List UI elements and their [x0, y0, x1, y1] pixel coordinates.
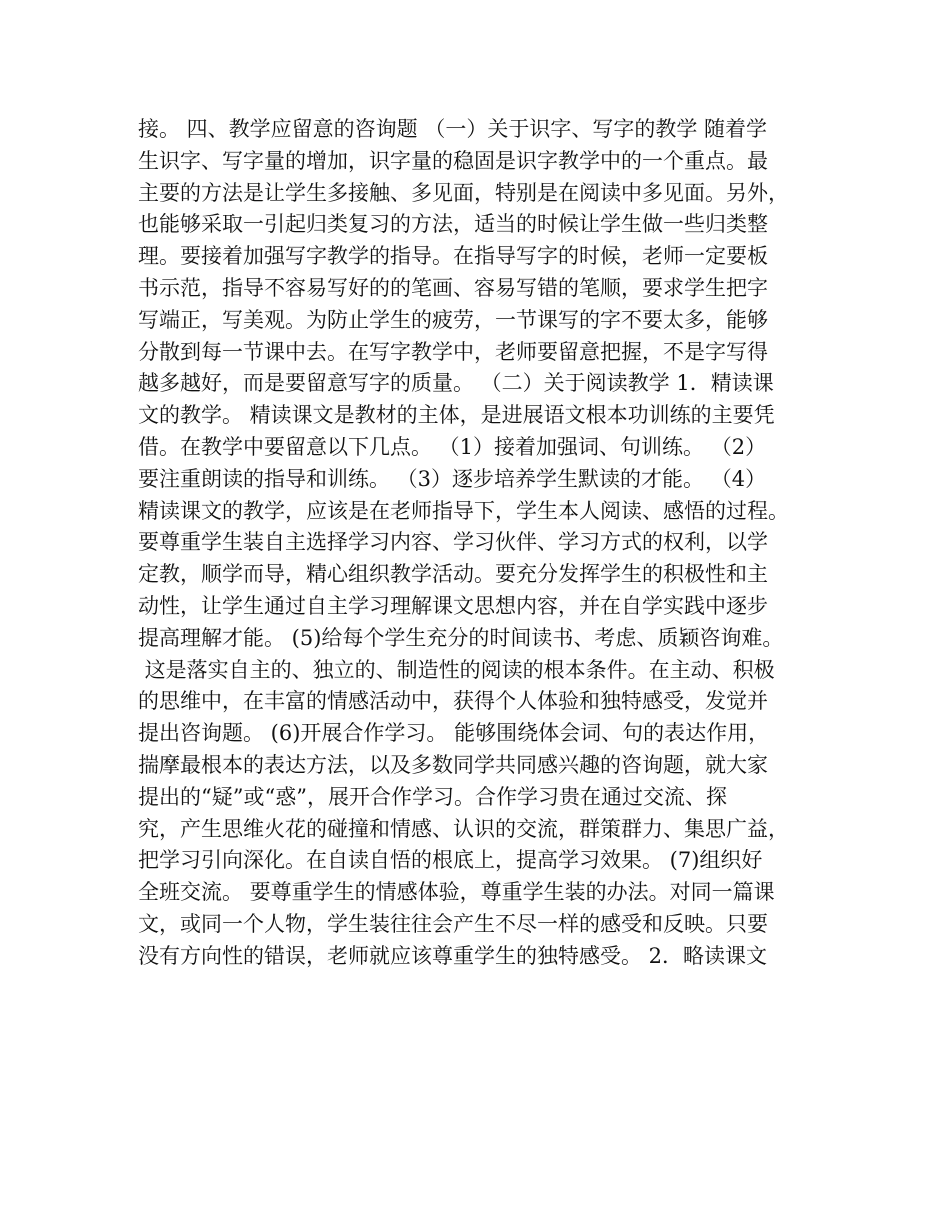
text-line: 提出咨询题。 (6)开展合作学习。 能够围绕体会词、句的表达作用， — [138, 721, 770, 746]
text-line: 要注重朗读的指导和训练。 （3）逐步培养学生默读的才能。 （4） — [138, 466, 767, 491]
text-line: 文的教学。 精读课文是教材的主体，是进展语文根本功训练的主要凭 — [138, 403, 775, 428]
text-line: 文，或同一个人物，学生装往往会产生不尽一样的感受和反映。只要 — [138, 911, 768, 936]
text-line: 也能够采取一引起归类复习的方法，适当的时候让学生做一些归类整 — [138, 212, 768, 237]
text-line: 主要的方法是让学生多接触、多见面，特别是在阅读中多见面。另外， — [138, 180, 789, 205]
text-line: 究，产生思维火花的碰撞和情感、认识的交流，群策群力、集思广益， — [138, 816, 789, 841]
text-line: 揣摩最根本的表达方法，以及多数同学共同感兴趣的咨询题，就大家 — [138, 752, 768, 777]
text-line: 理。要接着加强写字教学的指导。在指导写字的时候，老师一定要板 — [138, 244, 768, 269]
text-line: 这是落实自主的、独立的、制造性的阅读的根本条件。在主动、积极 — [138, 657, 775, 682]
text-line: 写端正，写美观。为防止学生的疲劳，一节课写的字不要太多，能够 — [138, 307, 768, 332]
text-line: 接。 四、教学应留意的咨询题 （一）关于识字、写字的教学 随着学 — [138, 117, 768, 141]
text-line: 书示范，指导不容易写好的的笔画、容易写错的笔顺，要求学生把字 — [138, 275, 768, 300]
text-line: 生识字、写字量的增加，识字量的稳固是识字教学中的一个重点。最 — [138, 148, 768, 173]
text-line: 的思维中，在丰富的情感活动中，获得个人体验和独特感受，发觉并 — [138, 689, 768, 714]
text-line: 定教，顺学而导，精心组织教学活动。要充分发挥学生的积极性和主 — [138, 562, 768, 587]
text-line: 借。在教学中要留意以下几点。 （1）接着加强词、句训练。 （2） — [138, 434, 767, 459]
text-line: 把学习引向深化。在自读自悟的根底上，提高学习效果。 (7)组织好 — [138, 848, 763, 873]
text-line: 提出的“疑”或“惑”，展开合作学习。合作学习贵在通过交流、探 — [138, 784, 727, 809]
text-line: 越多越好，而是要留意写字的质量。 （二）关于阅读教学 1．精读课 — [138, 371, 774, 396]
text-line: 提高理解才能。 (5)给每个学生充分的时间读书、考虑、质颖咨询难。 — [138, 625, 784, 650]
text-line: 要尊重学生装自主选择学习内容、学习伙伴、学习方式的权利，以学 — [138, 530, 768, 555]
text-line: 全班交流。 要尊重学生的情感体验，尊重学生装的办法。对同一篇课 — [138, 880, 775, 905]
text-line: 精读课文的教学，应该是在老师指导下，学生本人阅读、感悟的过程。 — [138, 498, 789, 523]
text-line: 分散到每一节课中去。在写字教学中，老师要留意把握，不是字写得 — [138, 339, 768, 364]
text-line: 没有方向性的错误，老师就应该尊重学生的独特感受。 2．略读课文 — [138, 943, 768, 968]
body-text — [138, 114, 828, 973]
text-line: 动性，让学生通过自主学习理解课文思想内容，并在自学实践中逐步 — [138, 593, 768, 618]
